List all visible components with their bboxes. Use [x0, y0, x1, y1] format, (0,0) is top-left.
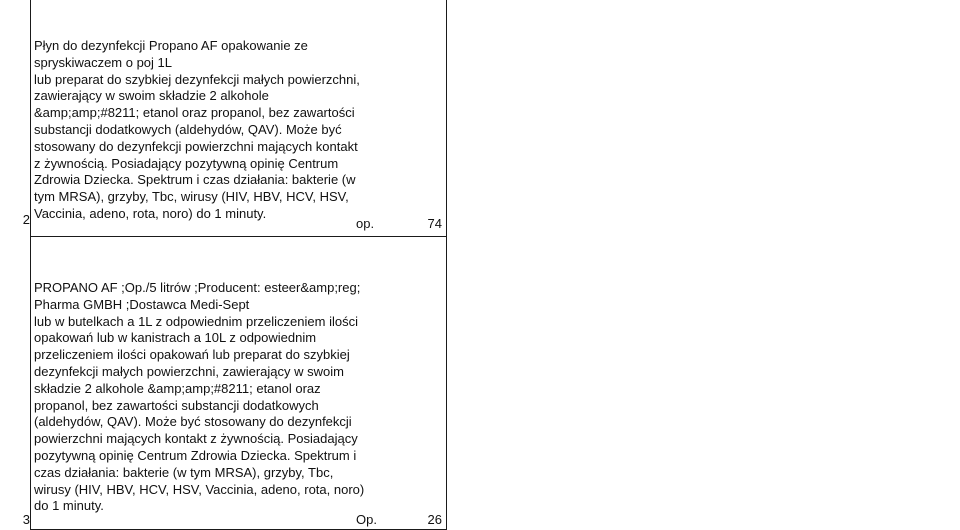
- description-line: z żywnością. Posiadający pozytywną opinię Centrum: [34, 155, 339, 171]
- description-line: czas działania: bakterie (w tym MRSA), grzyby, Tbc,: [34, 464, 334, 480]
- description-line: (aldehydów, QAV). Może być stosowany do dezynfekcji: [34, 414, 352, 430]
- description-line: pozytywną opinię Centrum Zdrowia Dziecka. Spektrum i: [34, 447, 357, 463]
- description-line: Płyn do dezynfekcji Propano AF opakowanie ze: [34, 38, 308, 53]
- row-number: 2: [22, 212, 30, 227]
- product-description: [34, 280, 364, 515]
- description-line: wirusy (HIV, HBV, HCV, HSV, Vaccinia, adeno, rota, noro): [34, 481, 365, 497]
- description-line: propanol, bez zawartości substancji dodatkowych: [34, 397, 319, 413]
- description-line: opakowań lub w kanistrach a 10L z odpowiednim: [34, 330, 317, 346]
- unit-cell: op.: [356, 216, 375, 231]
- column-divider: [446, 0, 447, 530]
- description-line: Pharma GMBH ;Dostawca Medi-Sept: [34, 296, 250, 312]
- row-divider: [30, 236, 446, 237]
- description-line: stosowany do dezynfekcji powierzchni mających kontakt: [34, 138, 358, 154]
- description-line: przeliczeniem ilości opakowań lub preparat do szybkiej: [34, 347, 350, 363]
- description-line: składzie 2 alkohole &amp;amp;#8211; etanol oraz: [34, 380, 321, 396]
- description-line: lub w butelkach a 1L z odpowiednim przeliczeniem ilości: [34, 313, 358, 329]
- description-line: dezynfekcji małych powierzchni, zawierający w swoim: [34, 363, 344, 379]
- description-line: lub preparat do szybkiej dezynfekcji małych powierzchni,: [34, 71, 360, 87]
- description-line: zawierający w swoim składzie 2 alkohole: [34, 88, 269, 104]
- column-divider: [30, 0, 31, 530]
- description-line: Zdrowia Dziecka. Spektrum i czas działania: bakterie (w: [34, 172, 356, 188]
- description-line: do 1 minuty.: [34, 498, 104, 514]
- row-number: 3: [22, 512, 30, 527]
- quantity-cell: 74: [427, 216, 442, 231]
- description-line: &amp;amp;#8211; etanol oraz propanol, bez zawartości: [34, 105, 355, 121]
- description-line: substancji dodatkowych (aldehydów, QAV). Może być: [34, 121, 342, 137]
- description-line: PROPANO AF ;Op./5 litrów ;Producent: esteer&amp;reg;: [34, 280, 361, 295]
- description-line: powierzchni mających kontakt z żywnością. Posiadający: [34, 431, 358, 447]
- description-line: tym MRSA), grzyby, Tbc, wirusy (HIV, HBV, HCV, HSV,: [34, 189, 349, 205]
- description-line: spryskiwaczem o poj 1L: [34, 54, 172, 70]
- description-line: Vaccinia, adeno, rota, noro) do 1 minuty.: [34, 205, 267, 221]
- product-description: [34, 38, 360, 223]
- unit-cell: Op.: [356, 512, 377, 527]
- quantity-cell: 26: [427, 512, 442, 527]
